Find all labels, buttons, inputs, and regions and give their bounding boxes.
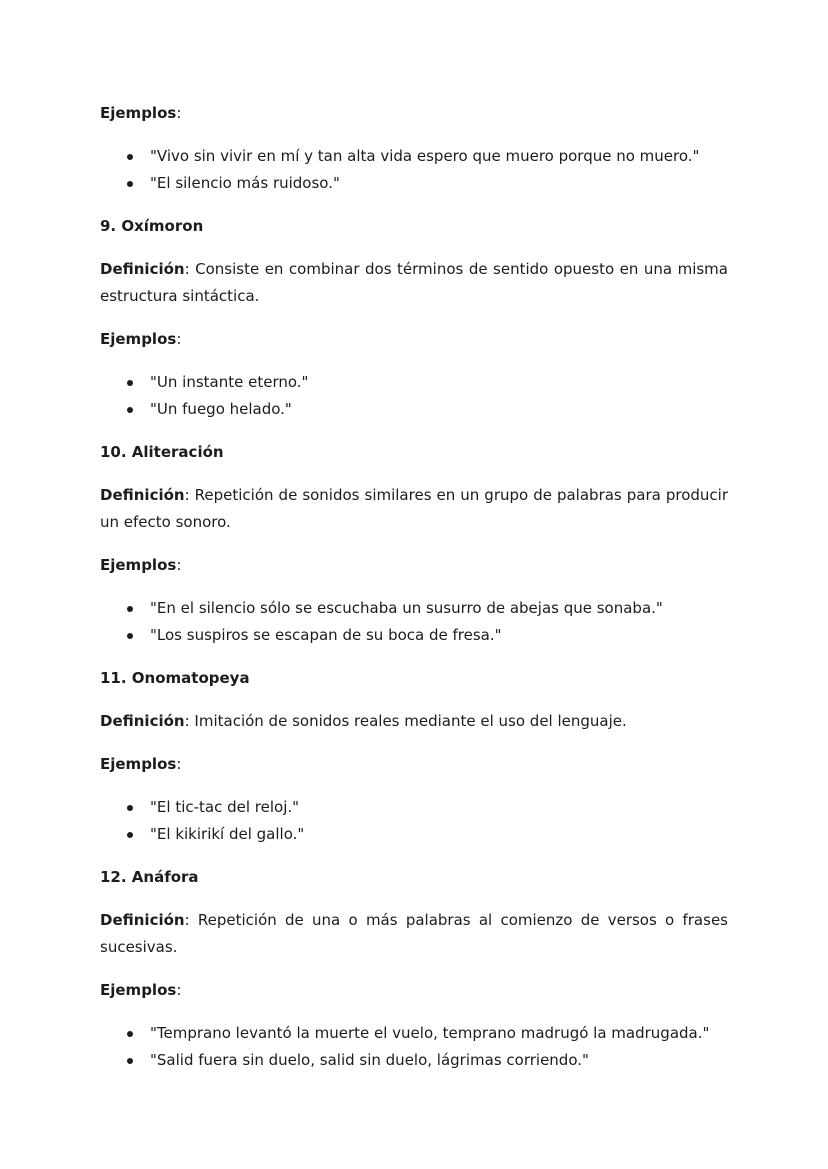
list-item: "El silencio más ruidoso." bbox=[100, 170, 728, 197]
list-item: "El tic-tac del reloj." bbox=[100, 794, 728, 821]
section-heading-onomatopeya: 11. Onomatopeya bbox=[100, 669, 250, 687]
list-item: "Un fuego helado." bbox=[100, 396, 728, 423]
ejemplos-label: Ejemplos: bbox=[100, 330, 182, 348]
definition-onomatopeya: Definición: Imitación de sonidos reales mediante el uso del lenguaje. bbox=[100, 712, 627, 730]
list-item: "Un instante eterno." bbox=[100, 369, 728, 396]
list-item: "Los suspiros se escapan de su boca de fresa." bbox=[100, 622, 728, 649]
section-heading-aliteracion: 10. Aliteración bbox=[100, 443, 224, 461]
list-item: "Temprano levantó la muerte el vuelo, temprano madrugó la madrugada." bbox=[100, 1020, 728, 1047]
document-page bbox=[100, 100, 728, 1074]
definition-oximoron: Definición: Consiste en combinar dos términos de sentido opuesto en una misma estructura sintáctica. bbox=[100, 260, 728, 305]
definition-anafora: Definición: Repetición de una o más palabras al comienzo de versos o frases sucesivas. bbox=[100, 911, 728, 956]
list-item: "En el silencio sólo se escuchaba un susurro de abejas que sonaba." bbox=[100, 595, 728, 622]
examples-list-anafora bbox=[100, 1020, 728, 1074]
list-item: "Salid fuera sin duelo, salid sin duelo, lágrimas corriendo." bbox=[100, 1047, 728, 1074]
ejemplos-label: Ejemplos: bbox=[100, 981, 182, 999]
ejemplos-label-top: Ejemplos: bbox=[100, 104, 182, 122]
examples-list-oximoron bbox=[100, 369, 728, 423]
ejemplos-label: Ejemplos: bbox=[100, 556, 182, 574]
examples-list-aliteracion bbox=[100, 595, 728, 649]
ejemplos-label: Ejemplos: bbox=[100, 755, 182, 773]
list-item: "El kikirikí del gallo." bbox=[100, 821, 728, 848]
examples-list-top bbox=[100, 143, 728, 197]
list-item: "Vivo sin vivir en mí y tan alta vida espero que muero porque no muero." bbox=[100, 143, 728, 170]
definition-aliteracion: Definición: Repetición de sonidos similares en un grupo de palabras para producir un efecto sonoro. bbox=[100, 486, 728, 531]
section-heading-oximoron: 9. Oxímoron bbox=[100, 217, 204, 235]
examples-list-onomatopeya bbox=[100, 794, 728, 848]
section-heading-anafora: 12. Anáfora bbox=[100, 868, 199, 886]
